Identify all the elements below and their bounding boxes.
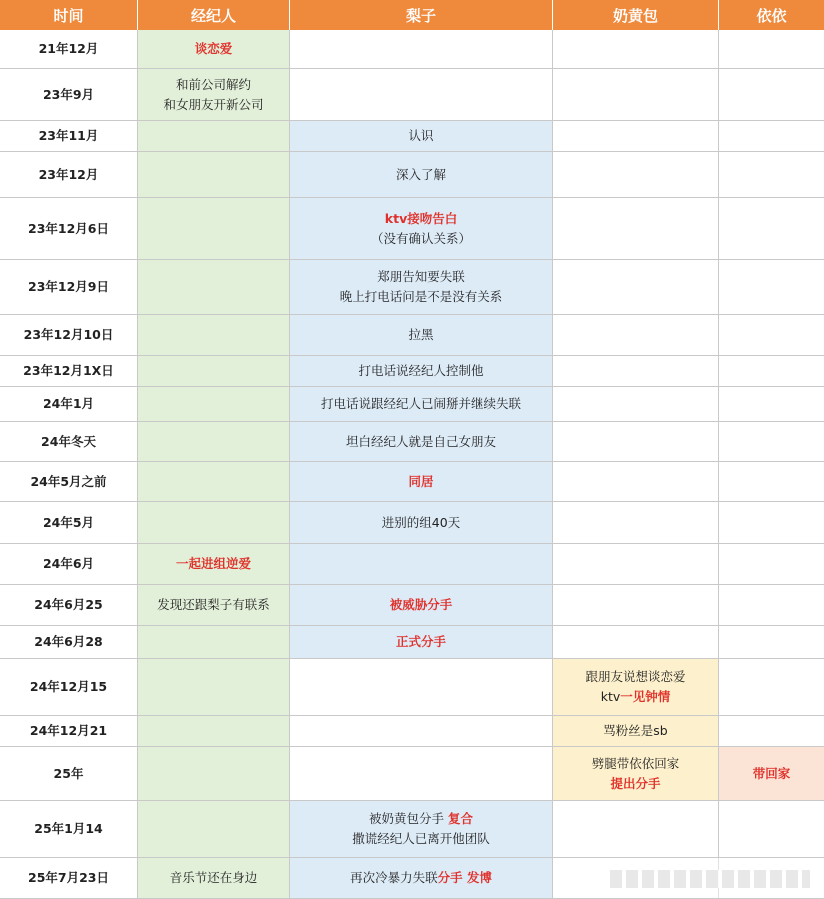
cell-time (0, 659, 138, 716)
time-label: 23年12月10日 (23, 327, 114, 342)
cell-lizi (290, 502, 553, 544)
header-lizi: 梨子 (290, 0, 553, 30)
cell-yi (719, 69, 824, 121)
highlight-text: 谈恋爱 (194, 41, 233, 56)
cell-nai (553, 801, 719, 858)
cell-time (0, 747, 138, 801)
time-label: 21年12月 (38, 41, 99, 56)
cell-line (382, 513, 460, 533)
cell-yi (719, 356, 824, 387)
cell-time (0, 69, 138, 121)
cell-text: 郑朋告知要失联 (377, 269, 465, 284)
cell-nai (553, 69, 719, 121)
time-label: 24年冬天 (41, 433, 96, 449)
header-agent: 经纪人 (138, 0, 290, 30)
cell-time (0, 544, 138, 585)
cell-time (0, 260, 138, 315)
cell-line (585, 667, 685, 687)
cell-nai (553, 716, 719, 747)
header-yiyi: 依依 (719, 0, 824, 30)
time-label: 25年1月14 (34, 821, 103, 836)
highlight-text: 一见钟情 (620, 689, 671, 704)
cell-line (601, 687, 671, 707)
cell-time (0, 716, 138, 747)
cell-nai (553, 422, 719, 462)
cell-text: 打电话说经纪人控制他 (358, 363, 484, 378)
cell-lizi (290, 801, 553, 858)
cell-nai (553, 626, 719, 659)
cell-text: 进别的组40天 (381, 514, 461, 530)
cell-yi (719, 801, 824, 858)
cell-yi (719, 198, 824, 260)
cell-line (358, 361, 483, 381)
cell-nai (553, 585, 719, 626)
cell-nai (553, 315, 719, 356)
time-label: 23年12月6日 (28, 220, 109, 236)
cell-text: 被奶黄包分手 (369, 811, 448, 826)
cell-text: 晚上打电话问是不是没有关系 (339, 289, 503, 304)
cell-lizi (290, 422, 553, 462)
cell-lizi (290, 356, 553, 387)
cell-line (350, 868, 492, 888)
cell-agent (138, 544, 290, 585)
cell-line (396, 165, 446, 185)
cell-time (0, 585, 138, 626)
time-label: 24年5月 (42, 514, 95, 530)
cell-lizi (290, 30, 553, 69)
cell-lizi (290, 152, 553, 198)
cell-line (176, 554, 251, 574)
cell-text: （没有确认关系） (370, 230, 471, 246)
time-label: 23年12月9日 (28, 279, 109, 294)
time-label: 24年6月25 (34, 597, 103, 612)
cell-line (390, 595, 453, 615)
cell-nai (553, 387, 719, 422)
cell-lizi (290, 198, 553, 260)
cell-agent (138, 315, 290, 356)
cell-lizi (290, 315, 553, 356)
time-label: 23年12月1X日 (23, 363, 114, 378)
cell-lizi (290, 747, 553, 801)
cell-time (0, 387, 138, 422)
cell-line (346, 432, 496, 452)
cell-text: 撒谎经纪人已离开他团队 (352, 831, 490, 846)
cell-agent (138, 422, 290, 462)
cell-line (176, 75, 251, 95)
cell-yi (719, 585, 824, 626)
cell-line (396, 632, 446, 652)
cell-text: 音乐节还在身边 (169, 870, 258, 885)
cell-line (377, 267, 465, 287)
cell-agent (138, 659, 290, 716)
cell-yi (719, 121, 824, 152)
cell-time (0, 356, 138, 387)
cell-time (0, 422, 138, 462)
cell-agent (138, 858, 290, 899)
highlight-text: 正式分手 (395, 634, 446, 649)
cell-agent (138, 747, 290, 801)
cell-lizi (290, 626, 553, 659)
cell-agent (138, 585, 290, 626)
cell-time (0, 502, 138, 544)
cell-lizi (290, 716, 553, 747)
watermark-overlay (604, 858, 824, 898)
cell-line (163, 95, 263, 115)
cell-lizi (290, 121, 553, 152)
highlight-text: 带回家 (752, 765, 791, 781)
cell-agent (138, 356, 290, 387)
highlight-text: 被威胁分手 (389, 597, 453, 612)
cell-time (0, 30, 138, 69)
cell-agent (138, 30, 290, 69)
cell-text: 坦白经纪人就是自己女朋友 (345, 433, 496, 449)
cell-line (352, 829, 490, 849)
cell-lizi (290, 659, 553, 716)
cell-text: 认识 (408, 128, 434, 143)
cell-yi (719, 387, 824, 422)
cell-text: 和女朋友开新公司 (163, 96, 264, 112)
highlight-text: 同居 (408, 473, 434, 489)
time-label: 25年 (53, 765, 84, 781)
cell-time (0, 198, 138, 260)
cell-agent (138, 626, 290, 659)
cell-agent (138, 152, 290, 198)
cell-text: 深入了解 (395, 166, 446, 182)
cell-text: ktv (600, 689, 621, 704)
cell-line (369, 809, 473, 829)
cell-yi (719, 544, 824, 585)
cell-lizi (290, 858, 553, 899)
cell-lizi (290, 462, 553, 502)
cell-text: 骂粉丝是sb (603, 723, 668, 738)
cell-nai (553, 544, 719, 585)
cell-line (321, 394, 521, 414)
time-label: 24年1月 (42, 396, 95, 411)
time-label: 24年6月28 (34, 634, 103, 649)
cell-time (0, 801, 138, 858)
cell-line (753, 764, 791, 784)
cell-nai (553, 462, 719, 502)
cell-text: 和前公司解约 (175, 76, 251, 92)
cell-nai (553, 747, 719, 801)
cell-line (170, 868, 258, 888)
cell-text: 跟朋友说想谈恋爱 (585, 669, 686, 684)
header-naihuangbao: 奶黄包 (553, 0, 719, 30)
cell-line (157, 595, 270, 615)
cell-lizi (290, 69, 553, 121)
cell-line (603, 721, 667, 741)
time-label: 25年7月23日 (28, 870, 109, 885)
cell-agent (138, 801, 290, 858)
cell-line (340, 287, 503, 307)
cell-yi (719, 422, 824, 462)
cell-yi (719, 315, 824, 356)
cell-time (0, 858, 138, 899)
cell-time (0, 462, 138, 502)
cell-line (371, 229, 471, 249)
cell-agent (138, 69, 290, 121)
cell-yi (719, 462, 824, 502)
cell-nai (553, 121, 719, 152)
cell-line (195, 39, 233, 59)
time-label: 23年12月 (38, 166, 99, 182)
cell-text: 再次冷暴力失联 (350, 870, 438, 885)
cell-text: 发现还跟梨子有联系 (157, 597, 270, 612)
time-label: 24年6月 (42, 556, 95, 571)
cell-line (408, 126, 433, 146)
cell-nai (553, 30, 719, 69)
cell-nai (553, 356, 719, 387)
time-label: 23年9月 (42, 86, 95, 102)
cell-lizi (290, 544, 553, 585)
header-time: 时间 (0, 0, 138, 30)
cell-yi (719, 659, 824, 716)
time-label: 24年5月之前 (30, 473, 107, 489)
cell-nai (553, 502, 719, 544)
cell-agent (138, 716, 290, 747)
cell-line (408, 472, 433, 492)
cell-time (0, 626, 138, 659)
cell-nai (553, 659, 719, 716)
cell-line (385, 209, 457, 229)
highlight-text: 一起进组逆爱 (175, 556, 251, 571)
highlight-text: 提出分手 (610, 775, 661, 791)
time-label: 24年12月15 (29, 679, 108, 694)
time-label: 23年11月 (38, 128, 99, 143)
cell-agent (138, 502, 290, 544)
cell-agent (138, 121, 290, 152)
cell-nai (553, 152, 719, 198)
cell-agent (138, 198, 290, 260)
cell-yi (719, 152, 824, 198)
cell-time (0, 121, 138, 152)
cell-lizi (290, 260, 553, 315)
cell-time (0, 315, 138, 356)
cell-yi (719, 260, 824, 315)
cell-lizi (290, 585, 553, 626)
cell-yi (719, 747, 824, 801)
cell-line (592, 754, 680, 774)
cell-lizi (290, 387, 553, 422)
cell-text: 打电话说跟经纪人已闹掰并继续失联 (320, 396, 521, 411)
cell-yi (719, 502, 824, 544)
cell-line (610, 774, 660, 794)
cell-text: 劈腿带依依回家 (591, 755, 680, 771)
cell-agent (138, 387, 290, 422)
highlight-text: 复合 (447, 811, 473, 826)
cell-yi (719, 30, 824, 69)
cell-yi (719, 716, 824, 747)
cell-time (0, 152, 138, 198)
highlight-text: 分手 发博 (437, 870, 492, 885)
cell-agent (138, 462, 290, 502)
cell-nai (553, 260, 719, 315)
time-label: 24年12月21 (29, 723, 108, 738)
cell-nai (553, 198, 719, 260)
highlight-text: ktv接吻告白 (384, 210, 458, 226)
cell-agent (138, 260, 290, 315)
cell-line (408, 325, 433, 345)
cell-yi (719, 626, 824, 659)
cell-text: 拉黑 (408, 327, 434, 342)
